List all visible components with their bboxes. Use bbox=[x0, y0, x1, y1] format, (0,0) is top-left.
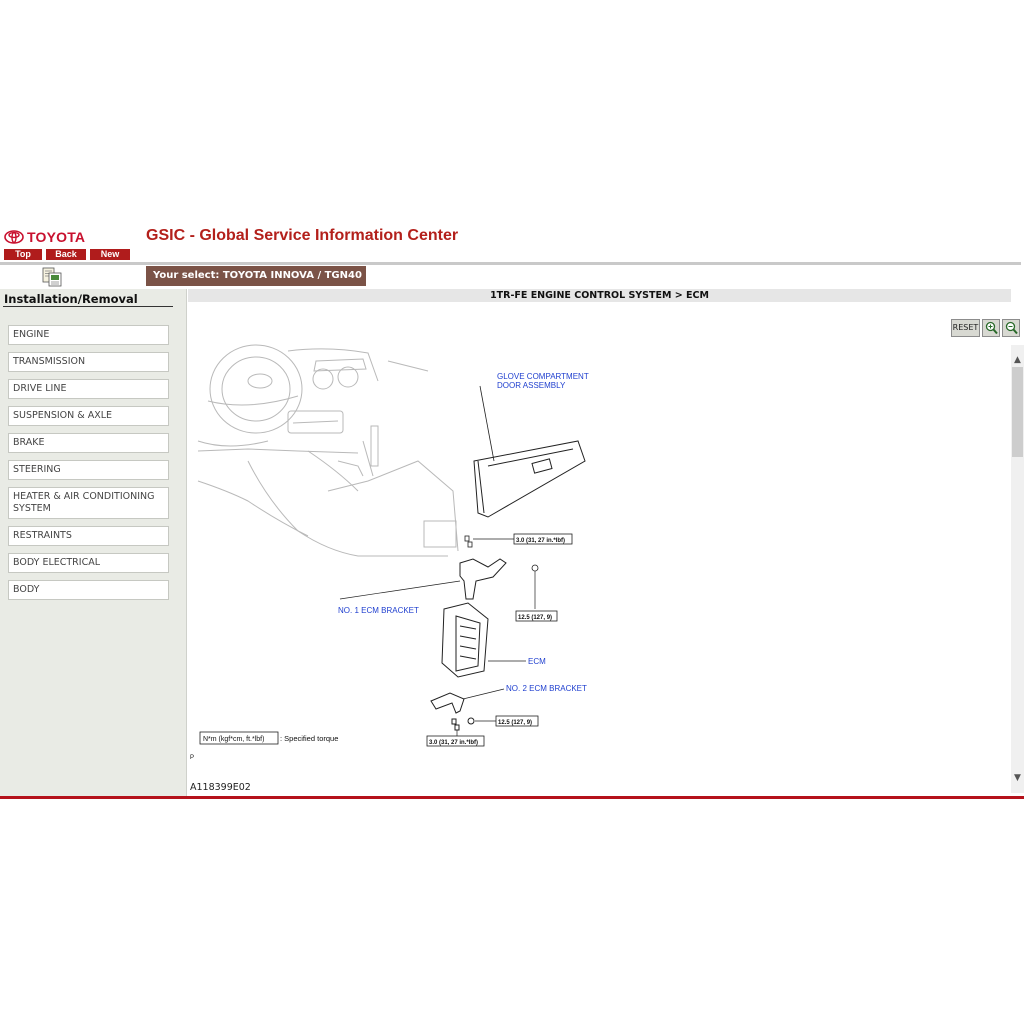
zoom-in-button[interactable] bbox=[982, 319, 1000, 337]
sidebar-item-engine[interactable]: ENGINE bbox=[8, 325, 169, 345]
illustration-id: A118399E02 bbox=[190, 782, 251, 793]
sidebar-item-restraints[interactable]: RESTRAINTS bbox=[8, 526, 169, 546]
breadcrumb: 1TR-FE ENGINE CONTROL SYSTEM > ECM bbox=[188, 289, 1011, 302]
zoom-out-button[interactable] bbox=[1002, 319, 1020, 337]
zoom-out-icon bbox=[1005, 321, 1018, 335]
sidebar-item-body[interactable]: BODY bbox=[8, 580, 169, 600]
sidebar-item-body-electrical[interactable]: BODY ELECTRICAL bbox=[8, 553, 169, 573]
scroll-up-arrow-icon[interactable]: ▲ bbox=[1014, 355, 1021, 365]
header-divider bbox=[0, 262, 1021, 265]
ecm-diagram bbox=[188, 341, 1011, 761]
glove-box-label-line2: DOOR ASSEMBLY bbox=[497, 381, 566, 390]
torque-unit-legend: N*m (kgf*cm, ft.*lbf) bbox=[203, 736, 265, 743]
reset-button[interactable]: RESET bbox=[951, 319, 980, 337]
zoom-in-icon bbox=[985, 321, 998, 335]
vertical-scrollbar[interactable] bbox=[1011, 345, 1024, 793]
dashboard-illustration bbox=[198, 345, 458, 556]
torque-label-2: 12.5 (127, 9) bbox=[518, 615, 553, 621]
scroll-down-arrow-icon[interactable]: ▼ bbox=[1014, 773, 1021, 783]
sidebar-item-drive-line[interactable]: DRIVE LINE bbox=[8, 379, 169, 399]
sidebar-item-suspension-axle[interactable]: SUSPENSION & AXLE bbox=[8, 406, 169, 426]
ecm-bracket-1-drawing bbox=[460, 559, 506, 599]
sidebar bbox=[0, 289, 187, 797]
ecm-bracket-2-drawing bbox=[431, 693, 474, 730]
torque-label-3: 12.5 (127, 9) bbox=[498, 720, 533, 726]
sidebar-item-transmission[interactable]: TRANSMISSION bbox=[8, 352, 169, 372]
toyota-emblem-icon bbox=[4, 230, 24, 244]
app-title: GSIC - Global Service Information Center bbox=[146, 227, 459, 244]
ecm-label: ECM bbox=[528, 657, 546, 666]
torque-label-4: 3.0 (31, 27 in.*lbf) bbox=[429, 740, 479, 746]
sidebar-item-heater-ac[interactable]: HEATER & AIR CONDITIONING SYSTEM bbox=[8, 487, 169, 519]
torque-label-1: 3.0 (31, 27 in.*lbf) bbox=[516, 538, 566, 544]
footer-divider bbox=[0, 796, 1024, 799]
sidebar-title-divider bbox=[3, 306, 173, 307]
document-icon[interactable] bbox=[40, 267, 64, 287]
back-button[interactable]: Back bbox=[46, 249, 86, 260]
sidebar-item-brake[interactable]: BRAKE bbox=[8, 433, 169, 453]
sidebar-title: Installation/Removal bbox=[4, 292, 138, 306]
ecm-unit-drawing bbox=[442, 603, 488, 677]
bracket2-label: NO. 2 ECM BRACKET bbox=[506, 684, 587, 693]
vehicle-selection: Your select: TOYOTA INNOVA / TGN40 bbox=[146, 266, 366, 286]
content-pane bbox=[188, 289, 1011, 797]
toyota-logo bbox=[4, 229, 85, 245]
scroll-thumb[interactable] bbox=[1012, 367, 1023, 457]
glove-compartment-drawing bbox=[474, 441, 585, 517]
new-button[interactable]: New bbox=[90, 249, 130, 260]
logo-text: TOYOTA bbox=[27, 229, 86, 245]
glove-box-label-line1: GLOVE COMPARTMENT bbox=[497, 372, 589, 381]
top-button[interactable]: Top bbox=[4, 249, 42, 260]
sidebar-item-steering[interactable]: STEERING bbox=[8, 460, 169, 480]
nav-buttons bbox=[4, 249, 130, 260]
bracket1-label: NO. 1 ECM BRACKET bbox=[338, 606, 419, 615]
illustration-marker: P bbox=[190, 755, 195, 761]
torque-legend-text: : Specified torque bbox=[280, 734, 339, 743]
